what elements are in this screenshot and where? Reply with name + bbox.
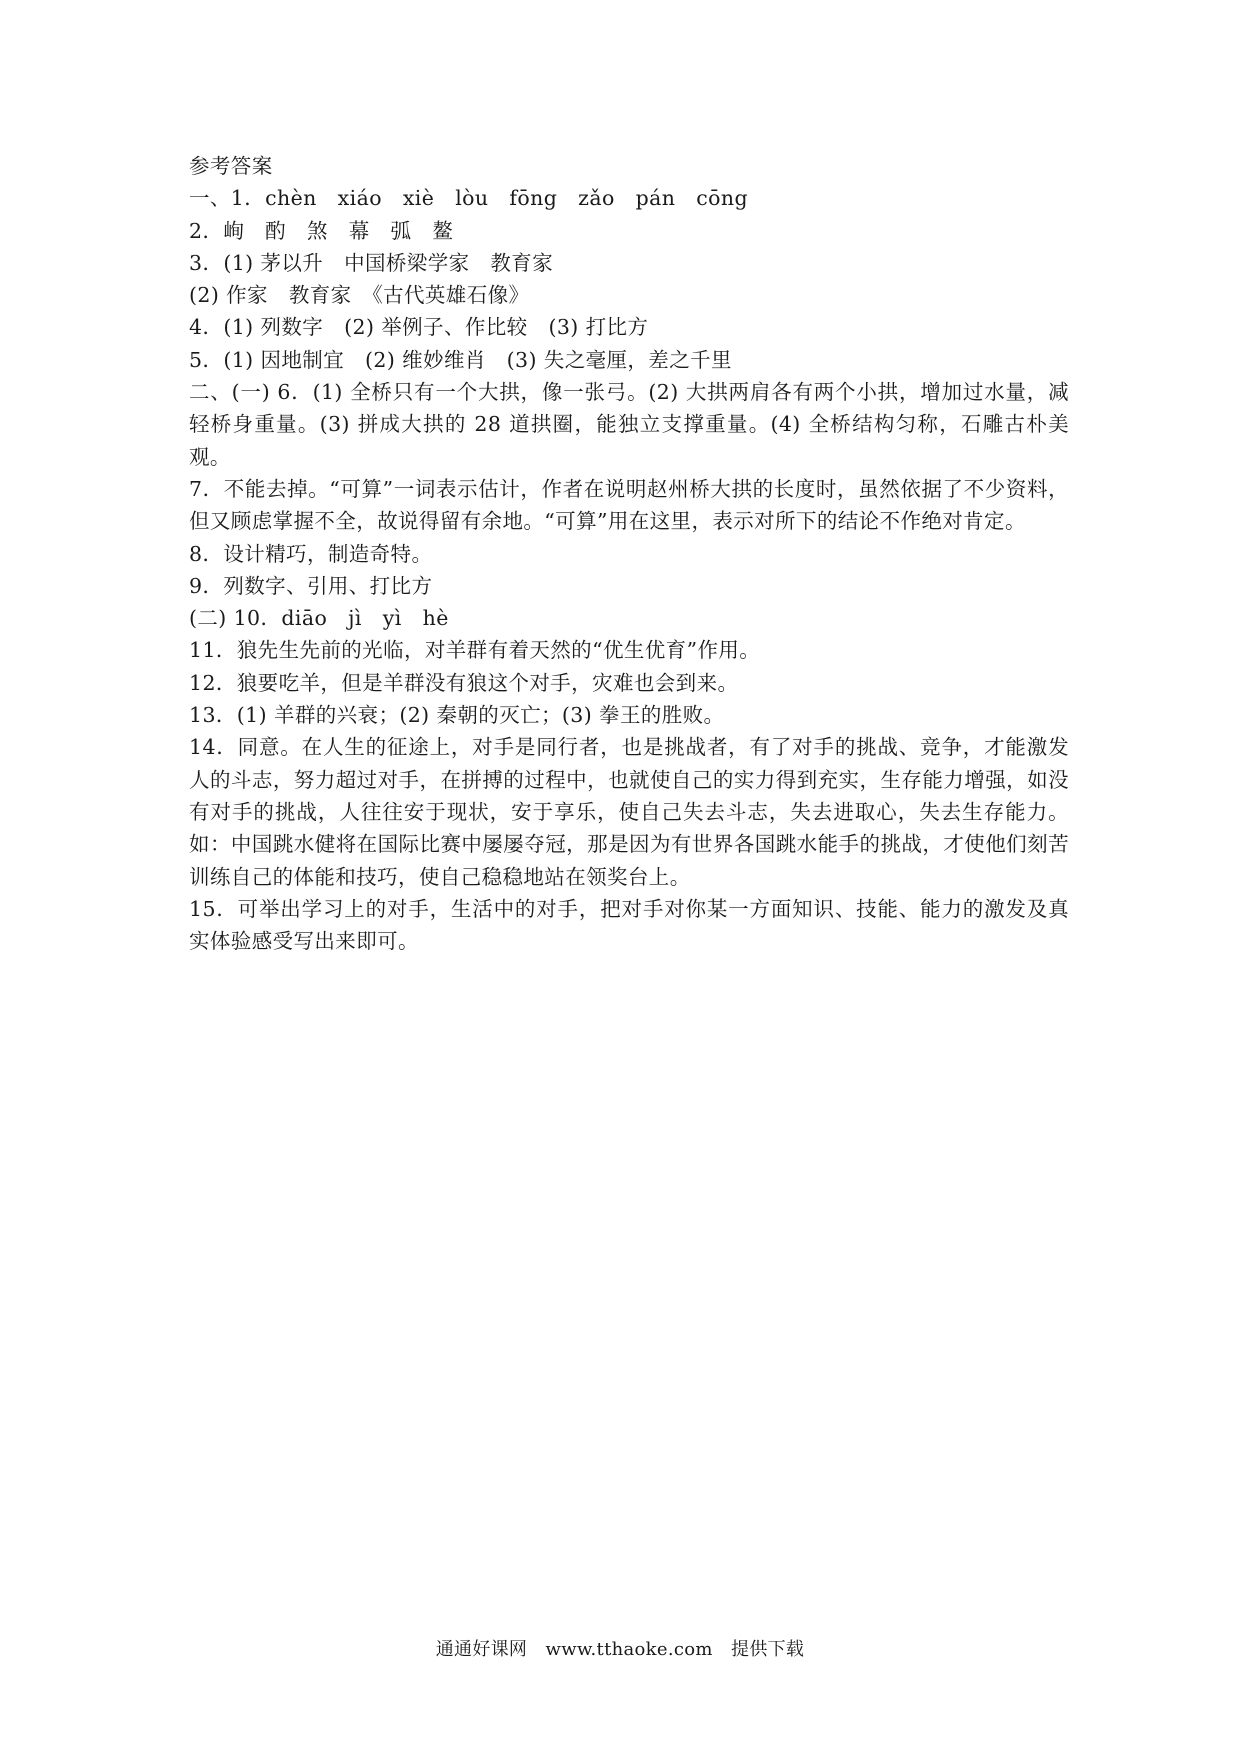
answer-14: 14．同意。在人生的征途上，对手是同行者，也是挑战者，有了对手的挑战、竞争，才能激发人的斗志，努力超过对手，在拼搏的过程中，也就使自己的实力得到充实，生存能力增强，如没有对手的挑战，人往往安于现状，安于享乐，使自己失去斗志，失去进取心，失去生存能力。如：中国跳水健将在国际比赛中屡屡夺冠，那是因为有世界各国跳水能手的挑战，才使他们刻苦训练自己的体能和技巧，使自己稳稳地站在领奖台上。: [189, 735, 1069, 889]
answer-9: 9．列数字、引用、打比方: [189, 573, 433, 598]
answer-10: (二) 10．diāo jì yì hè: [189, 606, 449, 631]
answer-3-part-2: (2) 作家 教育家 《古代英雄石像》: [189, 283, 530, 308]
answer-8: 8．设计精巧，制造奇特。: [189, 541, 433, 566]
answer-15: 15．可举出学习上的对手，生活中的对手，把对手对你某一方面知识、技能、能力的激发及真实体验感受写出来即可。: [189, 896, 1069, 954]
answer-5: 5．(1) 因地制宜 (2) 维妙维肖 (3) 失之毫厘，差之千里: [189, 347, 732, 372]
page-footer: 通通好课网 www.tthaoke.com 提供下载: [435, 1639, 805, 1660]
answer-2-characters: 2．峋 酌 煞 幕 弧 鳌: [189, 218, 454, 243]
answer-key-title: 参考答案: [189, 154, 273, 178]
answer-key: [189, 150, 1069, 957]
answer-1-pinyin: 一、1．chèn xiáo xiè lòu fōng zǎo pán cōng: [189, 186, 749, 211]
answer-13: 13．(1) 羊群的兴衰；(2) 秦朝的灭亡；(3) 拳王的胜败。: [189, 703, 725, 728]
answer-3-part-1: 3．(1) 茅以升 中国桥梁学家 教育家: [189, 250, 554, 275]
answer-6: 二、(一) 6．(1) 全桥只有一个大拱，像一张弓。(2) 大拱两肩各有两个小拱，增加过水量，减轻桥身重量。(3) 拼成大拱的 28 道拱圈，能独立支撑重量。(4) 全桥结构匀称，石雕古朴美观。: [189, 380, 1069, 469]
answer-11: 11．狼先生先前的光临，对羊群有着天然的“优生优育”作用。: [189, 638, 761, 663]
answer-12: 12．狼要吃羊，但是羊群没有狼这个对手，灾难也会到来。: [189, 670, 739, 695]
answer-4: 4．(1) 列数字 (2) 举例子、作比较 (3) 打比方: [189, 315, 649, 340]
answer-7: 7．不能去掉。“可算”一词表示估计，作者在说明赵州桥大拱的长度时，虽然依据了不少资料，但又顾虑掌握不全，故说得留有余地。“可算”用在这里，表示对所下的结论不作绝对肯定。: [189, 476, 1069, 534]
